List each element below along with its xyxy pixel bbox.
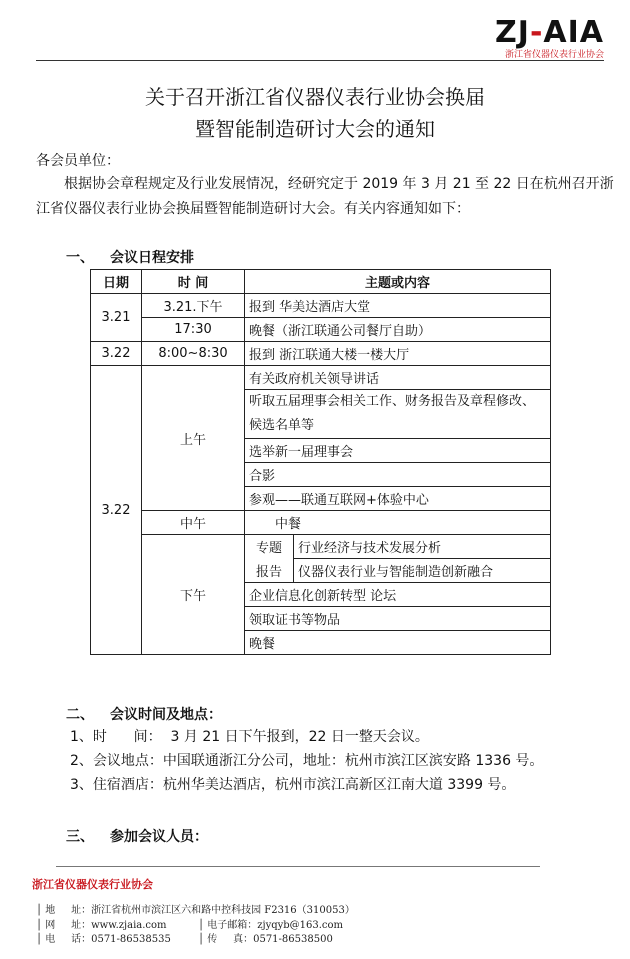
footer-organization: 浙江省仪器仪表行业协会 xyxy=(32,878,153,891)
topic-cell: 报到 华美达酒店大堂 xyxy=(245,294,551,318)
hotel-item: 3、住宿酒店：杭州华美达酒店，杭州市滨江高新区江南大道 3399 号。 xyxy=(70,777,516,793)
section3-number: 三、 xyxy=(66,829,94,845)
special-report-label-a: 专题 xyxy=(245,535,294,559)
topic-cell: 听取五届理事会相关工作、财务报告及章程修改、候选名单等 xyxy=(245,390,551,439)
topic-cell: 有关政府机关领导讲话 xyxy=(245,366,551,390)
time-cell: 下午 xyxy=(142,535,245,655)
topic-cell: 中餐 xyxy=(245,511,551,535)
time-cell: 上午 xyxy=(142,366,245,511)
topic-cell: 企业信息化创新转型 论坛 xyxy=(245,583,551,607)
salutation: 各会员单位： xyxy=(36,153,120,169)
association-logo xyxy=(474,15,604,61)
intro-line1: 根据协会章程规定及行业发展情况，经研究定于 2019 年 3 月 21 至 22 日在杭州召开浙 xyxy=(64,176,614,192)
logo-mark-left: ZJ xyxy=(495,15,530,50)
table-row xyxy=(91,294,551,318)
intro-line2: 江省仪器仪表行业协会换届暨智能制造研讨大会。有关内容通知如下： xyxy=(36,201,470,217)
header-divider xyxy=(36,60,604,61)
topic-cell: 合影 xyxy=(245,463,551,487)
topic-cell: 仪器仪表行业与智能制造创新融合 xyxy=(294,559,551,583)
table-row xyxy=(91,366,551,390)
table-header-row xyxy=(91,270,551,294)
section1-title: 会议日程安排 xyxy=(110,250,194,266)
topic-cell: 选举新一届理事会 xyxy=(245,439,551,463)
date-cell: 3.22 xyxy=(91,366,142,655)
topic-cell: 晚餐（浙江联通公司餐厅自助） xyxy=(245,318,551,342)
special-report-label-b: 报告 xyxy=(245,559,294,583)
topic-cell: 报到 浙江联通大楼一楼大厅 xyxy=(245,342,551,366)
footer-address: │ 地 址：浙江省杭州市滨江区六和路中控科技园 F2316（310053） xyxy=(36,905,355,916)
meeting-venue-item: 2、会议地点：中国联通浙江分公司，地址：杭州市滨江区滨安路 1336 号。 xyxy=(70,753,544,769)
logo-mark-dash: - xyxy=(529,15,544,50)
logo-subtitle: 浙江省仪器仪表行业协会 xyxy=(504,50,604,60)
time-cell: 中午 xyxy=(142,511,245,535)
topic-cell: 参观——联通互联网+体验中心 xyxy=(245,487,551,511)
header-time: 时 间 xyxy=(142,270,245,294)
notice-title-line2: 暨智能制造研讨大会的通知 xyxy=(195,117,435,141)
footer-email: │ 电子邮箱：zjyqyb@163.com xyxy=(198,920,344,931)
footer-fax: │ 传 真：0571-86538500 xyxy=(198,934,333,945)
schedule-table xyxy=(90,269,551,655)
time-cell: 17:30 xyxy=(142,318,245,342)
table-row xyxy=(91,511,551,535)
header-date: 日期 xyxy=(91,270,142,294)
table-row xyxy=(91,318,551,342)
meeting-time-item: 1、时 间： 3 月 21 日下午报到，22 日一整天会议。 xyxy=(70,729,429,745)
header-topic: 主题或内容 xyxy=(245,270,551,294)
topic-cell: 领取证书等物品 xyxy=(245,607,551,631)
notice-title-line1: 关于召开浙江省仪器仪表行业协会换届 xyxy=(145,85,485,109)
date-cell: 3.22 xyxy=(91,342,142,366)
logo-mark xyxy=(474,15,604,50)
footer-website: │ 网 址：www.zjaia.com xyxy=(36,920,167,931)
section3-title: 参加会议人员： xyxy=(110,829,208,845)
topic-cell: 晚餐 xyxy=(245,631,551,655)
topic-cell: 行业经济与技术发展分析 xyxy=(294,535,551,559)
footer-phone: │ 电 话：0571-86538535 xyxy=(36,934,171,945)
logo-mark-right: AIA xyxy=(543,15,604,50)
section2-title: 会议时间及地点： xyxy=(110,707,222,723)
table-row xyxy=(91,342,551,366)
time-cell: 3.21.下午 xyxy=(142,294,245,318)
section1-number: 一、 xyxy=(66,250,94,266)
table-row xyxy=(91,535,551,559)
time-cell: 8:00~8:30 xyxy=(142,342,245,366)
footer-divider xyxy=(56,866,540,867)
section2-number: 二、 xyxy=(66,707,94,723)
date-cell: 3.21 xyxy=(91,294,142,342)
